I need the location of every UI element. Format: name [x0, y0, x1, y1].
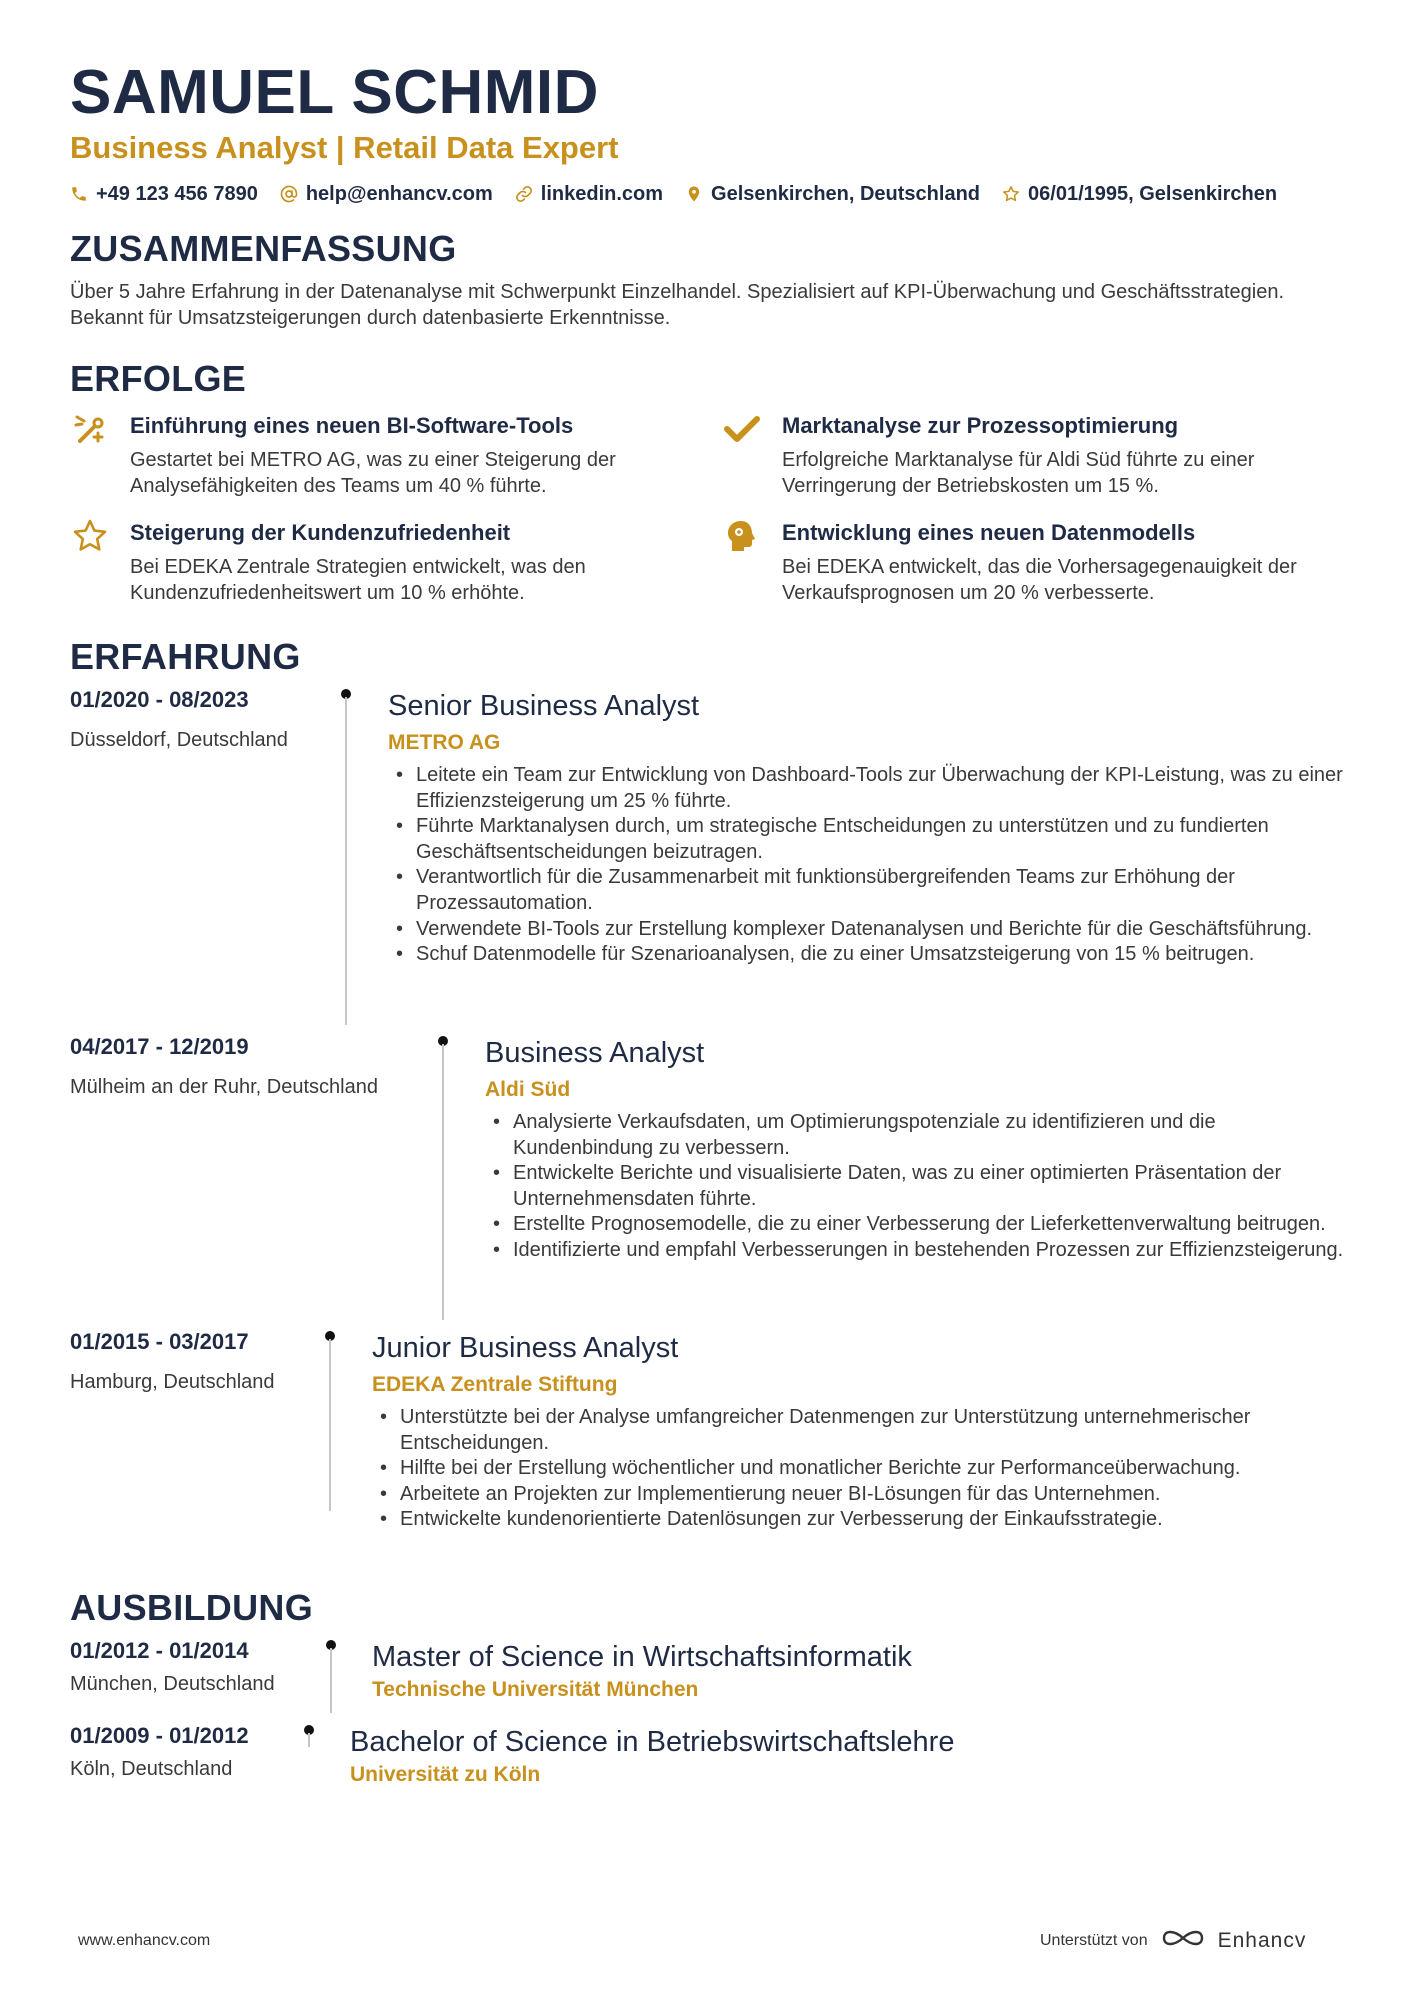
bullet-item: • Leitete ein Team zur Entwicklung von Dashboard-Tools zur Überwachung der KPI-Leistung, was zu einer Effizienzsteigerung um 25 % führte.	[390, 763, 1350, 814]
enhancv-logo-icon	[1160, 1926, 1206, 1955]
experience-location: Mülheim an der Ruhr, Deutschland	[70, 1076, 378, 1098]
experience-dates: 04/2017 - 12/2019	[70, 1034, 249, 1059]
education-school: Universität zu Köln	[350, 1763, 541, 1786]
timeline-line	[330, 1648, 332, 1713]
bullet-item: • Entwickelte Berichte und visualisierte Daten, was zu einer optimierten Präsentation der Unternehmensdaten führte.	[487, 1161, 1357, 1212]
contact-birth	[1002, 180, 1277, 208]
bullet-item: • Entwickelte kundenorientierte Datenlösungen zur Verbesserung der Einkaufsstrategie.	[374, 1507, 1304, 1533]
experience-role: Junior Business Analyst	[372, 1332, 679, 1364]
link-icon	[515, 185, 533, 203]
contact-linkedin-text: linkedin.com	[540, 183, 664, 205]
education-title: AUSBILDUNG	[70, 1587, 313, 1628]
achievement-title: Entwicklung eines neuen Datenmodells	[782, 520, 1196, 545]
bullet-item: • Verantwortlich für die Zusammenarbeit mit funktionsübergreifenden Teams zur Erhöhung der Prozessautomation.	[390, 865, 1350, 916]
experience-role: Business Analyst	[485, 1037, 705, 1069]
contact-birth-text: 06/01/1995, Gelsenkirchen	[1028, 183, 1278, 205]
bullet-item: • Unterstützte bei der Analyse umfangreicher Datenmengen zur Unterstützung unternehmerischer Entscheidungen.	[374, 1405, 1304, 1456]
achievement-title: Marktanalyse zur Prozessoptimierung	[782, 413, 1179, 438]
bullet-item: • Führte Marktanalysen durch, um strategische Entscheidungen zu unterstützen und zu fundierten Geschäftsentscheidungen beizutragen.	[390, 814, 1350, 865]
contact-phone[interactable]	[70, 180, 258, 208]
footer-website[interactable]: www.enhancv.com	[78, 1932, 211, 1949]
timeline-line	[345, 697, 347, 1025]
contact-linkedin[interactable]	[515, 180, 663, 208]
achievement-desc: Bei EDEKA Zentrale Strategien entwickelt, was den Kundenzufriedenheitswert um 10 % erhöhte.	[130, 556, 586, 604]
brain-head-icon	[724, 518, 760, 554]
candidate-name: SAMUEL SCHMID	[70, 58, 599, 127]
achievement-title: Steigerung der Kundenzufriedenheit	[130, 520, 511, 545]
experience-bullets	[390, 763, 1350, 968]
achievements-title: ERFOLGE	[70, 358, 247, 399]
education-degree: Master of Science in Wirtschaftsinformatik	[372, 1641, 912, 1673]
magic-wand-icon	[72, 411, 108, 447]
achievement-desc: Bei EDEKA entwickelt, das die Vorhersagegenauigkeit der Verkaufsprognosen um 20 % verbesserte.	[782, 556, 1297, 604]
bullet-item: • Erstellte Prognosemodelle, die zu einer Verbesserung der Lieferkettenverwaltung beitrugen.	[487, 1212, 1357, 1238]
location-pin-icon	[685, 185, 703, 203]
bullet-item: • Analysierte Verkaufsdaten, um Optimierungspotenziale zu identifizieren und die Kundenbindung zu verbessern.	[487, 1110, 1357, 1161]
experience-role: Senior Business Analyst	[388, 690, 700, 722]
experience-bullets	[374, 1405, 1304, 1533]
bullet-item: • Identifizierte und empfahl Verbesserungen in bestehenden Prozessen zur Effizienzsteigerung.	[487, 1238, 1357, 1264]
contact-email-text: help@enhancv.com	[305, 183, 493, 205]
education-degree: Bachelor of Science in Betriebswirtschaftslehre	[350, 1726, 955, 1758]
education-dates: 01/2012 - 01/2014	[70, 1638, 249, 1663]
contact-location-text: Gelsenkirchen, Deutschland	[711, 183, 981, 205]
contact-phone-text: +49 123 456 7890	[96, 183, 258, 205]
summary-text: Über 5 Jahre Erfahrung in der Datenanalyse mit Schwerpunkt Einzelhandel. Spezialisiert auf KPI-Überwachung und Geschäftsstrategien. Bekannt für Umsatzsteigerungen durch datenbasierte Erkenntnisse.	[70, 281, 1284, 329]
summary-title: ZUSAMMENFASSUNG	[70, 228, 457, 269]
achievement-desc: Erfolgreiche Marktanalyse für Aldi Süd führte zu einer Verringerung der Betriebskosten um 15 %.	[782, 449, 1255, 497]
footer-powered-by: Unterstützt von	[1040, 1931, 1148, 1949]
at-sign-icon	[280, 185, 298, 203]
contact-bar	[70, 180, 1277, 208]
phone-icon	[70, 185, 88, 203]
star-icon	[72, 518, 108, 554]
education-location: München, Deutschland	[70, 1673, 275, 1695]
education-location: Köln, Deutschland	[70, 1758, 233, 1780]
timeline-line	[442, 1044, 444, 1320]
checkmark-icon	[724, 411, 760, 447]
timeline-line	[308, 1733, 310, 1747]
experience-company: EDEKA Zentrale Stiftung	[372, 1373, 618, 1396]
footer-brand: Enhancv	[1217, 1928, 1307, 1952]
candidate-headline: Business Analyst | Retail Data Expert	[70, 130, 619, 165]
footer-branding	[1040, 1926, 1306, 1955]
contact-email[interactable]	[280, 180, 493, 208]
experience-company: METRO AG	[388, 731, 501, 754]
timeline-line	[329, 1339, 331, 1511]
experience-dates: 01/2015 - 03/2017	[70, 1329, 249, 1354]
experience-location: Düsseldorf, Deutschland	[70, 729, 288, 751]
experience-bullets	[487, 1110, 1357, 1264]
education-dates: 01/2009 - 01/2012	[70, 1723, 249, 1748]
bullet-item: • Hilfte bei der Erstellung wöchentlicher und monatlicher Berichte zur Performanceüberwachung.	[374, 1456, 1304, 1482]
achievement-title: Einführung eines neuen BI-Software-Tools	[130, 413, 574, 438]
bullet-item: • Verwendete BI-Tools zur Erstellung komplexer Datenanalysen und Berichte für die Geschäftsführung.	[390, 917, 1350, 943]
contact-location	[685, 180, 980, 208]
bullet-item: • Arbeitete an Projekten zur Implementierung neuer BI-Lösungen für das Unternehmen.	[374, 1482, 1304, 1508]
experience-dates: 01/2020 - 08/2023	[70, 687, 249, 712]
star-outline-icon	[1002, 185, 1020, 203]
bullet-item: • Schuf Datenmodelle für Szenarioanalysen, die zu einer Umsatzsteigerung von 15 % beitrugen.	[390, 942, 1350, 968]
achievement-desc: Gestartet bei METRO AG, was zu einer Steigerung der Analysefähigkeiten des Teams um 40 % führte.	[130, 449, 616, 497]
experience-title: ERFAHRUNG	[70, 636, 301, 677]
experience-company: Aldi Süd	[485, 1078, 571, 1101]
education-school: Technische Universität München	[372, 1678, 699, 1701]
experience-location: Hamburg, Deutschland	[70, 1371, 275, 1393]
